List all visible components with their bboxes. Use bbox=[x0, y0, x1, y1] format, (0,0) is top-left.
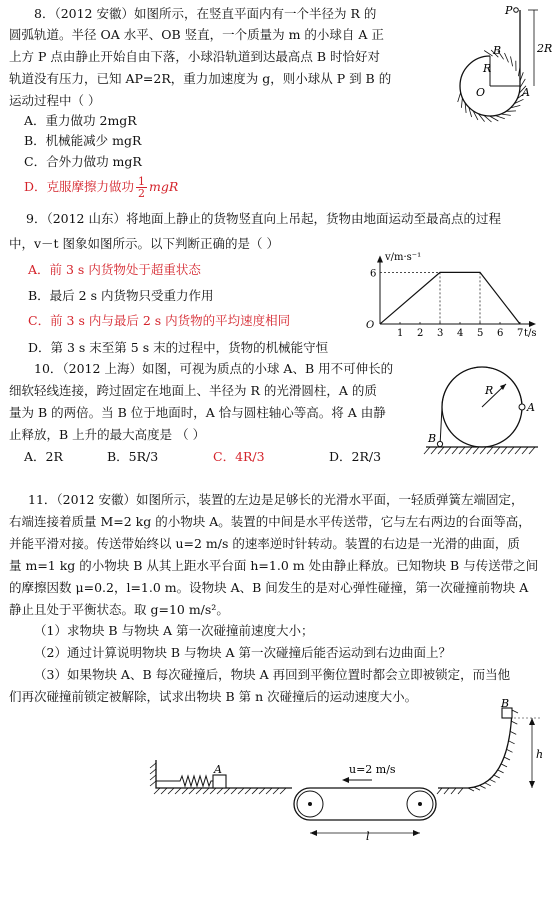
x-tick-label: 7 bbox=[517, 328, 524, 339]
ball-p bbox=[514, 8, 519, 13]
label-p: P bbox=[505, 4, 513, 17]
label-a: A bbox=[522, 86, 530, 99]
q8-line: 运动过程中（ ） bbox=[9, 93, 101, 108]
label-b: B bbox=[493, 44, 502, 57]
ball-a bbox=[519, 404, 525, 410]
q8-line: 圆弧轨道。半径 OA 水平、OB 竖直，一个质量为 m 的小球自 A 正 bbox=[9, 27, 384, 42]
label-2r: 2R bbox=[537, 42, 553, 55]
label-h: h bbox=[536, 748, 544, 761]
q10-cylinder-figure bbox=[418, 362, 542, 456]
arrow-head bbox=[529, 718, 535, 725]
arrow-head bbox=[342, 777, 349, 783]
fraction-numerator: 1 bbox=[138, 175, 146, 188]
roller-axle bbox=[418, 802, 422, 806]
block-a bbox=[213, 775, 226, 788]
label-a: A bbox=[527, 401, 535, 414]
curved-surface bbox=[468, 710, 512, 788]
q9-line: 中，v－t 图象如图所示。以下判断正确的是（ ） bbox=[9, 236, 280, 251]
x-tick-label: 2 bbox=[417, 328, 424, 339]
q10-line: 细软轻线连接，跨过固定在地面上、半径为 R 的光滑圆柱，A 的质 bbox=[9, 383, 377, 398]
x-tick-label: 4 bbox=[457, 328, 464, 339]
x-tick-label: 1 bbox=[397, 328, 404, 339]
label-r: R bbox=[485, 384, 494, 397]
q10-line: 止释放，B 上升的最大高度是 （ ） bbox=[9, 427, 206, 442]
q10-option-a: A．2R bbox=[24, 449, 63, 464]
q10-option-c: C．4R/3 bbox=[213, 449, 265, 464]
label-b: B bbox=[428, 432, 437, 445]
spring bbox=[156, 776, 213, 786]
q8-option-d-prefix: D．克服摩擦力做功 bbox=[24, 179, 135, 194]
q8-option-d-suffix: mgR bbox=[149, 179, 179, 194]
q11-line: 的摩擦因数 μ=0.2，l=1.0 m。设物块 A、B 间发生的是对心弹性碰撞，第一次碰撞前物块 A bbox=[9, 580, 529, 595]
q8-option-d bbox=[24, 176, 178, 199]
q11-line: 并能平滑对接。传送带始终以 u=2 m/s 的速率逆时针转动。装置的右边是一光滑的曲面，质 bbox=[9, 536, 520, 551]
label-a: A bbox=[214, 763, 222, 776]
q8-option-a: A．重力做功 2mgR bbox=[24, 113, 137, 128]
q9-line: 9．（2012 山东）将地面上静止的货物竖直向上吊起，货物由地面运动至最高点的过程 bbox=[26, 211, 501, 226]
x-axis-label: t/s bbox=[524, 328, 537, 339]
y-axis-label: v/m·s⁻¹ bbox=[385, 252, 422, 263]
q8-line: 8．（2012 安徽）如图所示，在竖直平面内有一个半径为 R 的 bbox=[34, 6, 377, 21]
ground-hatching bbox=[424, 447, 535, 454]
ball-b bbox=[437, 441, 442, 446]
arrow-head bbox=[310, 830, 317, 836]
q9-option-c: C．前 3 s 内与最后 2 s 内货物的平均速度相同 bbox=[28, 313, 291, 328]
y-axis-arrow bbox=[377, 256, 383, 263]
q11-sub-2: （2）通过计算说明物块 B 与物块 A 第一次碰撞后能否运动到右边曲面上？ bbox=[34, 645, 452, 660]
x-tick-label: 6 bbox=[497, 328, 504, 339]
q8-option-c: C．合外力做功 mgR bbox=[24, 154, 142, 169]
q11-sub-1: （1）求物块 B 与物块 A 第一次碰撞前速度大小； bbox=[34, 623, 314, 638]
q11-conveyor-figure bbox=[150, 697, 550, 850]
q10-line: 量为 B 的两倍。当 B 位于地面时，A 恰与圆柱轴心等高。将 A 由静 bbox=[9, 405, 386, 420]
q8-line: 上方 P 点由静止开始自由下落，小球沿轨道到达最高点 B 时恰好对 bbox=[9, 49, 380, 64]
vt-chart bbox=[362, 252, 552, 344]
label-o: O bbox=[476, 86, 486, 99]
x-axis-arrow bbox=[529, 321, 536, 327]
q8-track-figure bbox=[418, 2, 553, 110]
y-tick-label: 6 bbox=[370, 268, 377, 280]
label-r: R bbox=[483, 62, 492, 75]
q10-option-b: B．5R/3 bbox=[107, 449, 159, 464]
x-tick-label: 5 bbox=[477, 328, 484, 339]
q9-option-a: A．前 3 s 内货物处于超重状态 bbox=[28, 262, 201, 277]
q10-option-d: D．2R/3 bbox=[329, 449, 382, 464]
q8-line: 轨道没有压力，已知 AP=2R，重力加速度为 g，则小球从 P 到 B 的 bbox=[9, 71, 392, 86]
q11-line: 量 m=1 kg 的小物块 B 从其上距水平台面 h=1.0 m 处由静止释放。已知物块 B 与传送带之间 bbox=[9, 558, 539, 573]
q11-line: 11．（2012 安徽）如图所示，装置的左边是足够长的光滑水平面，一轻质弹簧左端固定， bbox=[28, 492, 524, 507]
q11-line: 静止且处于平衡状态。取 g=10 m/s²。 bbox=[9, 602, 229, 617]
arrow-head bbox=[529, 781, 535, 788]
q9-option-d: D．第 3 s 末至第 5 s 末的过程中，货物的机械能守恒 bbox=[28, 340, 329, 355]
q11-line: 右端连接着质量 M=2 kg 的小物块 A。装置的中间是水平传送带，它与左右两边的台面等高， bbox=[9, 514, 531, 529]
origin-label: O bbox=[366, 320, 375, 331]
data-line bbox=[380, 272, 520, 324]
label-l: l bbox=[366, 830, 370, 843]
q8-option-b: B．机械能减少 mgR bbox=[24, 133, 142, 148]
label-b: B bbox=[501, 697, 510, 710]
fraction-denominator: 2 bbox=[138, 187, 146, 200]
label-u: u=2 m/s bbox=[349, 763, 396, 776]
q11-sub-3-cont: 们再次碰撞前锁定被解除，试求出物块 B 第 n 次碰撞后的运动速度大小。 bbox=[9, 689, 418, 704]
arrow-head bbox=[413, 830, 420, 836]
fraction-one-half bbox=[136, 176, 147, 199]
q10-line: 10．（2012 上海）如图，可视为质点的小球 A、B 用不可伸长的 bbox=[34, 361, 394, 376]
q11-sub-3: （3）如果物块 A、B 每次碰撞后，物块 A 再回到平衡位置时都会立即被锁定，而当他 bbox=[34, 667, 511, 682]
conveyor-belt bbox=[294, 788, 436, 820]
roller-axle bbox=[308, 802, 312, 806]
x-tick-label: 3 bbox=[437, 328, 444, 339]
q9-option-b: B．最后 2 s 内货物只受重力作用 bbox=[28, 288, 214, 303]
